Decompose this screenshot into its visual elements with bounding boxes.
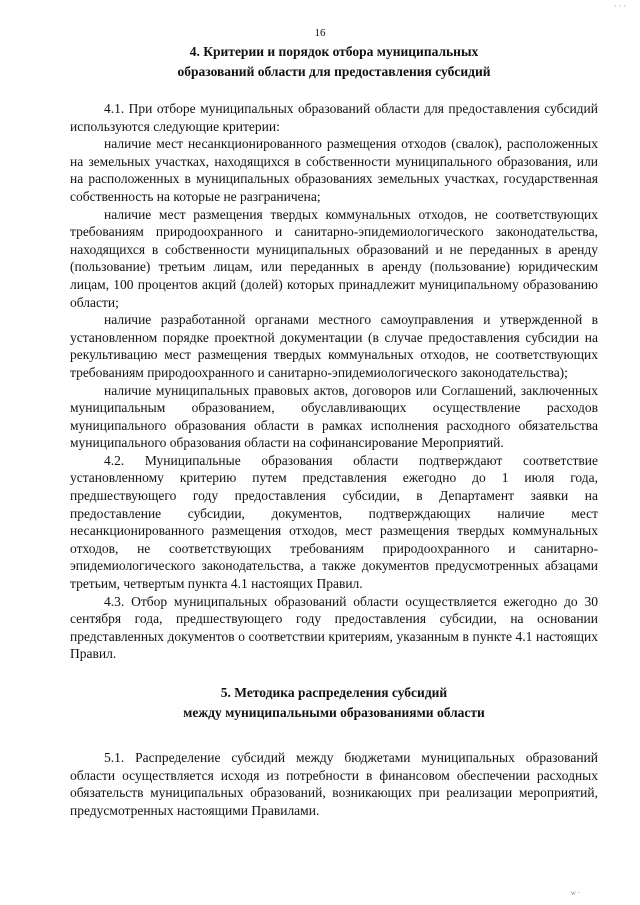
scan-footer-mark: w · [570, 889, 580, 897]
criterion-project-documentation: наличие разработанной органами местного самоуправления и утвержденной в установленном порядке проектной документации (в случае предоставления субсидии на рекультивацию мест размещения твердых коммунальных отходов, не соответствующих требованиям природоохранного и санитарно-эпидемиологического законодательства); [70, 312, 598, 380]
section-4-title-line-2: образований области для предоставления субсидий [177, 64, 491, 79]
scan-corner-mark: · · · [614, 2, 626, 11]
paragraph-4-2: 4.2. Муниципальные образования области подтверждают соответствие установленному критерию путем представления ежегодно до 1 июля года, предшествующего году предоставления субсидии, в Департамент заявки на предоставление субсидии, документов, подтверждающих наличие мест несанкционированного размещения отходов, мест размещения твердых коммунальных отходов, не соответствующих требованиям природоохранного и санитарно-эпидемиологического законодательства, а также документов предусмотренных абзацами третьим, четвертым пункта 4.1 настоящих Правил. [70, 452, 598, 592]
criterion-noncompliant-sites: наличие мест размещения твердых коммунальных отходов, не соответствующих требованиям природоохранного и санитарно-эпидемиологического законодательства, находящихся в собственности муниципальных образований и не переданных в аренду (пользование) третьим лицам, или переданных в аренду (пользование) юридическим лицам, 100 процентов акций (долей) которых принадлежит муниципальному образованию области; [70, 206, 598, 310]
section-4-title-line-1: 4. Критерии и порядок отбора муниципальных [189, 44, 479, 59]
section-5-title-line-1: 5. Методика распределения субсидий [220, 685, 448, 700]
section-5-title-line-2: между муниципальными образованиями области [183, 705, 485, 720]
page-number: 16 [314, 27, 326, 39]
paragraph-4-3: 4.3. Отбор муниципальных образований области осуществляется ежегодно до 30 сентября года, предшествующего году предоставления субсидии, на основании представленных документов о соответствии критериям, указанным в пункте 4.1 настоящих Правил. [70, 593, 598, 662]
paragraph-4-1-intro: 4.1. При отборе муниципальных образований области для предоставления субсидий используются следующие критерии: [70, 101, 598, 134]
document-body [70, 42, 598, 819]
section-5-heading [70, 683, 598, 723]
criterion-unauthorized-dumps: наличие мест несанкционированного размещения отходов (свалок), расположенных на земельных участках, находящихся в собственности муниципального образования, или на расположенных в муниципальных образованиях земельных участках, государственная собственность на которые не разграничена; [70, 136, 598, 204]
paragraph-5-1: 5.1. Распределение субсидий между бюджетами муниципальных образований области осуществляется исходя из потребности в финансовом обеспечении расходных обязательств муниципальных образований, возникающих при реализации мероприятий, предусмотренных настоящими Правилами. [70, 750, 598, 818]
criterion-legal-acts: наличие муниципальных правовых актов, договоров или Соглашений, заключенных муниципальным образованием, обуславливающих осуществление расходов муниципального образования области в рамках исполнения расходного обязательства муниципального образования области на софинансирование Мероприятий. [70, 382, 598, 451]
section-4-heading [70, 42, 598, 82]
